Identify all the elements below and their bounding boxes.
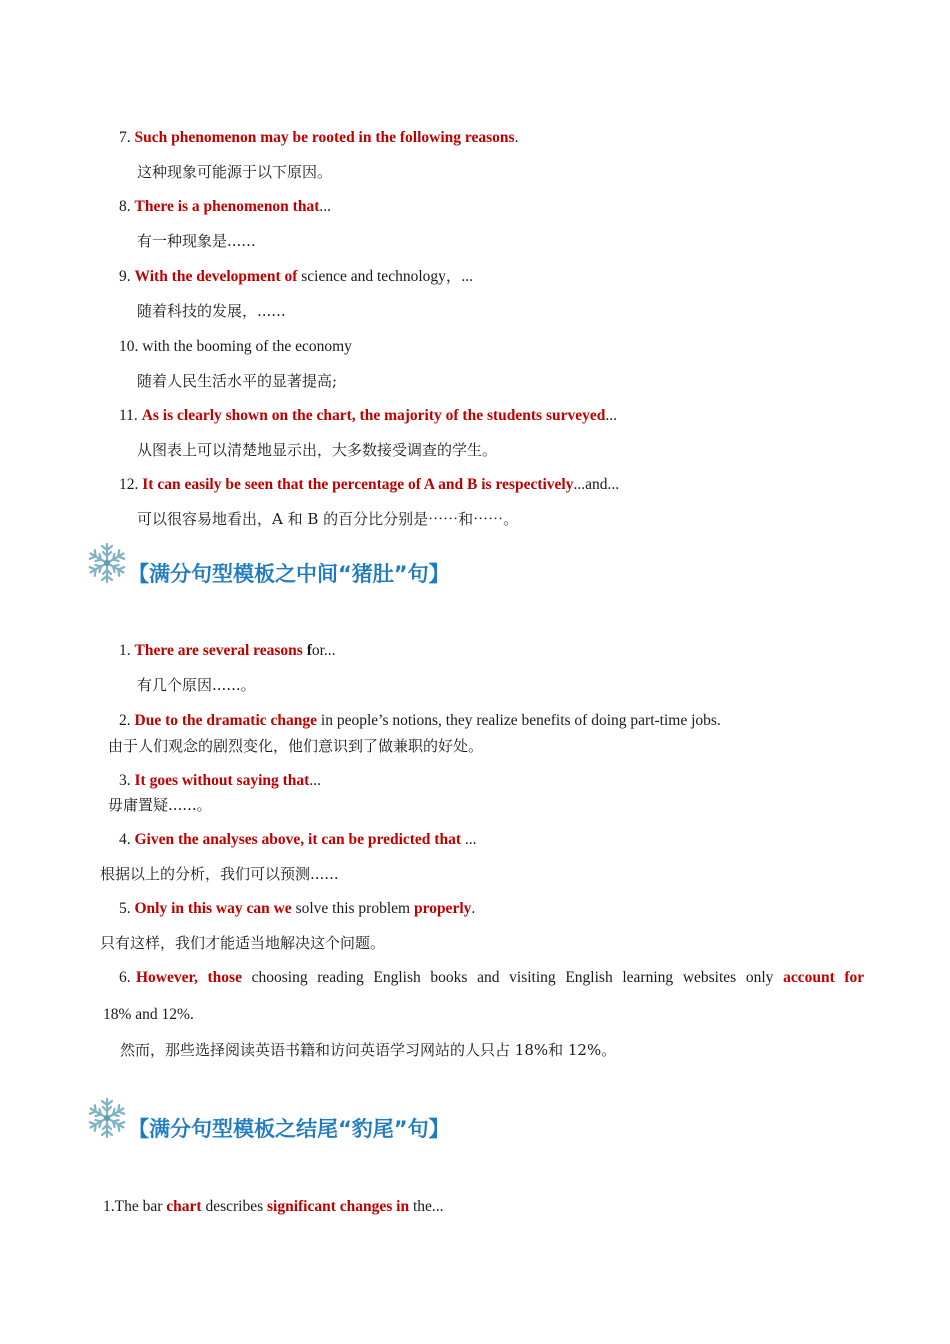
translation: 只有这样，我们才能适当地解决这个问题。	[100, 934, 386, 952]
section-heading: 【满分句型模板之中间“猪肚”句】	[128, 562, 450, 586]
list-item: 11. As is clearly shown on the chart, the majority of the students surveyed...	[119, 407, 617, 424]
section-heading: 【满分句型模板之结尾“豹尾”句】	[128, 1117, 450, 1141]
snowflake-icon	[86, 1097, 128, 1139]
list-item: 3. It goes without saying that...	[119, 772, 321, 789]
list-item: 1. There are several reasons for...	[119, 642, 336, 659]
list-item-continuation: 18% and 12%.	[103, 1006, 194, 1023]
translation: 这种现象可能源于以下原因。	[137, 163, 333, 181]
translation: 可以很容易地看出，A 和 B 的百分比分别是⋯⋯和⋯⋯。	[137, 510, 519, 528]
list-item: 5. Only in this way can we solve this problem properly.	[119, 900, 476, 917]
translation: 由于人们观念的剧烈变化，他们意识到了做兼职的好处。	[108, 737, 484, 755]
translation: 随着人民生活水平的显著提高;	[137, 372, 338, 390]
snowflake-icon	[86, 542, 128, 584]
list-item: 7. Such phenomenon may be rooted in the following reasons.	[119, 129, 519, 146]
translation: 毋庸置疑......。	[108, 796, 212, 814]
translation: 根据以上的分析，我们可以预测......	[100, 865, 339, 883]
translation: 从图表上可以清楚地显示出，大多数接受调查的学生。	[137, 441, 498, 459]
translation: 有几个原因......。	[137, 676, 256, 694]
list-item: 4. Given the analyses above, it can be predicted that ...	[119, 831, 477, 848]
translation: 有一种现象是......	[137, 232, 256, 250]
list-item-num: 6.	[119, 969, 131, 986]
list-item: 1.The bar chart describes significant changes in the...	[103, 1198, 444, 1215]
list-item: 10. with the booming of the economy	[119, 338, 352, 355]
list-item: 12. It can easily be seen that the percentage of A and B is respectively...and...	[119, 476, 620, 493]
list-item: 2. Due to the dramatic change in people’s notions, they realize benefits of doing part-time jobs.	[119, 712, 721, 729]
translation: 然而，那些选择阅读英语书籍和访问英语学习网站的人只占 18%和 12%。	[120, 1041, 617, 1059]
list-item: However, those choosing reading English books and visiting English learning websites only account for	[136, 969, 865, 986]
translation: 随着科技的发展，......	[137, 302, 286, 320]
list-item: 9. With the development of science and technology，...	[119, 268, 473, 285]
list-item: 8. There is a phenomenon that...	[119, 198, 331, 215]
